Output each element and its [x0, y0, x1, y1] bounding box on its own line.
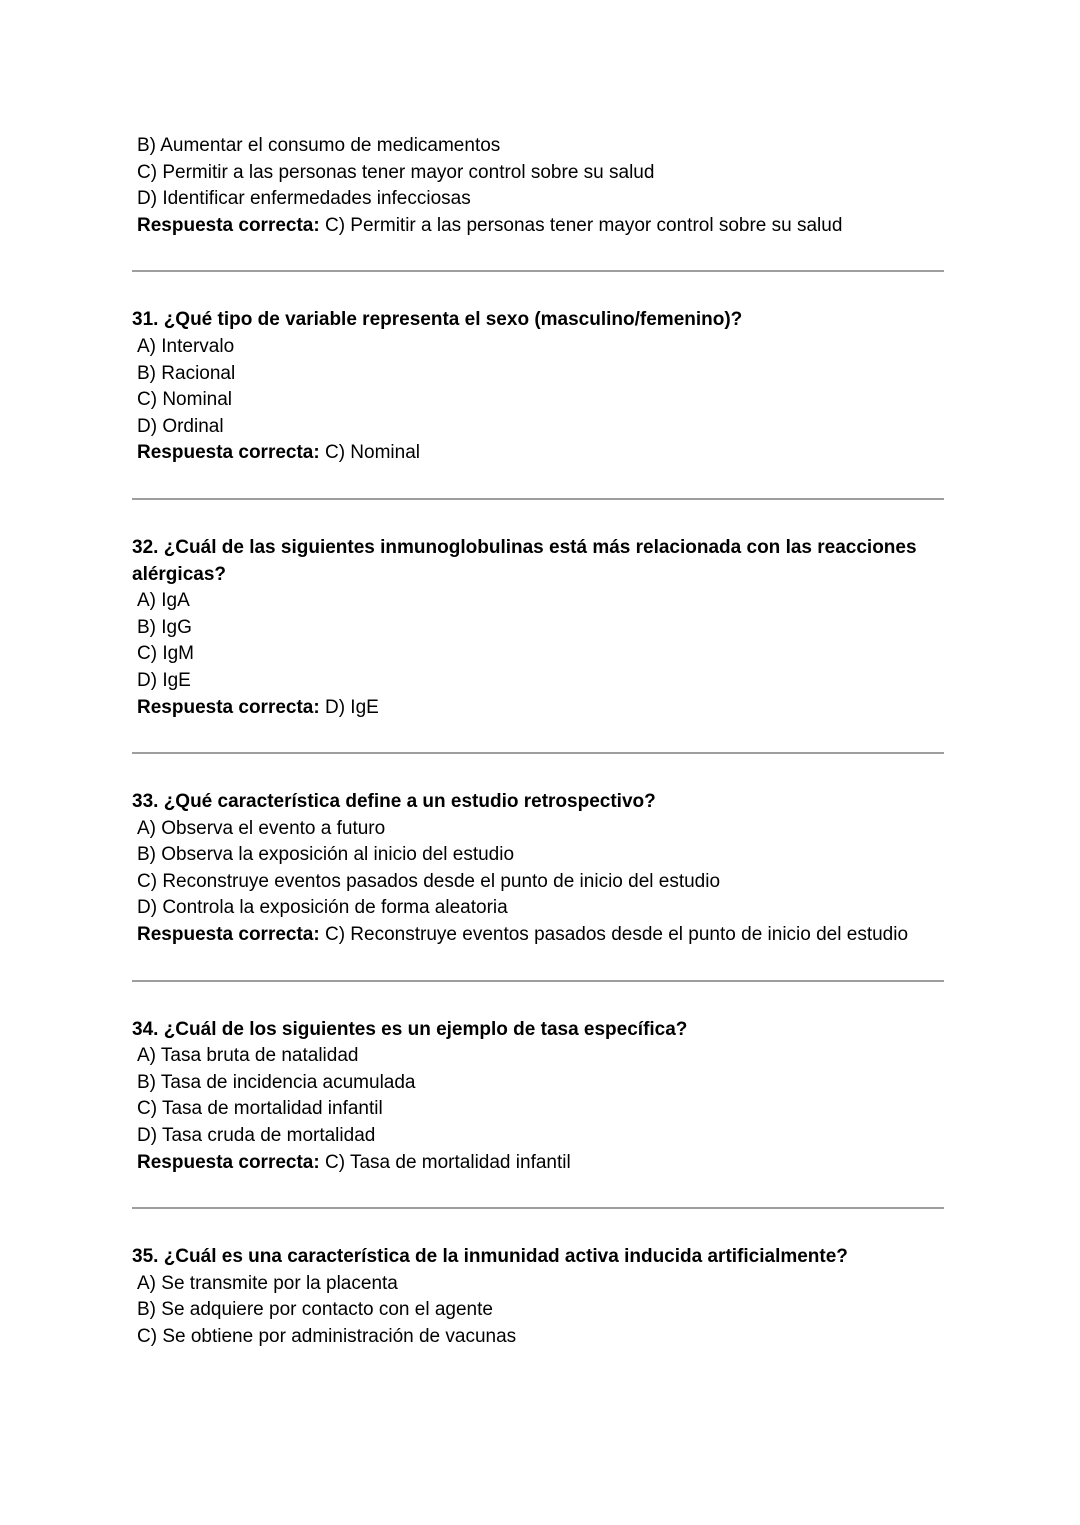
answer-line — [132, 922, 988, 949]
question-title: 35. ¿Cuál es una característica de la inmunidad activa inducida artificialmente? — [132, 1246, 848, 1268]
answer-label: Respuesta correcta: — [137, 442, 320, 464]
question-title: 34. ¿Cuál de los siguientes es un ejemplo de tasa específica? — [132, 1018, 688, 1040]
option-line: B) IgG — [137, 616, 192, 638]
quiz-content — [132, 133, 988, 1351]
option-line: D) IgE — [137, 669, 191, 691]
answer-text: C) Tasa de mortalidad infantil — [319, 1151, 571, 1173]
answer-line — [132, 1150, 988, 1177]
question-block-partial — [132, 133, 988, 270]
option-line: D) Tasa cruda de mortalidad — [137, 1125, 376, 1147]
option-line: B) Aumentar el consumo de medicamentos — [137, 135, 501, 156]
question-title: 33. ¿Qué característica define a un estudio retrospectivo? — [132, 791, 656, 813]
option-line: D) Ordinal — [137, 415, 224, 437]
answer-label: Respuesta correcta: — [137, 924, 320, 946]
question-title: 31. ¿Qué tipo de variable representa el sexo (masculino/femenino)? — [132, 309, 743, 331]
question-block — [132, 754, 988, 980]
option-line: B) Se adquiere por contacto con el agente — [137, 1299, 493, 1321]
option-line: B) Racional — [137, 362, 236, 384]
option-line: C) IgM — [137, 643, 194, 665]
option-line: D) Controla la exposición de forma aleatoria — [137, 897, 508, 919]
answer-label: Respuesta correcta: — [137, 696, 320, 718]
option-line: A) IgA — [137, 590, 190, 612]
answer-text: C) Permitir a las personas tener mayor control sobre su salud — [319, 214, 843, 236]
question-block — [132, 272, 988, 498]
option-line: A) Observa el evento a futuro — [137, 817, 386, 839]
answer-text: C) Nominal — [319, 442, 421, 464]
question-block — [132, 1209, 988, 1350]
answer-line — [132, 695, 988, 722]
answer-label: Respuesta correcta: — [137, 1151, 320, 1173]
option-line: B) Tasa de incidencia acumulada — [137, 1071, 416, 1093]
option-line: C) Permitir a las personas tener mayor control sobre su salud — [137, 161, 655, 183]
question-block — [132, 500, 988, 752]
option-line: C) Tasa de mortalidad infantil — [137, 1098, 383, 1120]
question-block — [132, 982, 988, 1208]
question-title: 32. ¿Cuál de las siguientes inmunoglobulinas está más relacionada con las reacciones alérgicas? — [132, 536, 917, 585]
option-line: A) Tasa bruta de natalidad — [137, 1045, 359, 1067]
option-line: C) Reconstruye eventos pasados desde el punto de inicio del estudio — [137, 870, 721, 892]
answer-text: D) IgE — [319, 696, 379, 718]
option-line: B) Observa la exposición al inicio del estudio — [137, 844, 515, 866]
option-line: C) Se obtiene por administración de vacunas — [137, 1326, 517, 1347]
option-line: A) Intervalo — [137, 335, 235, 357]
answer-line — [132, 213, 988, 240]
option-line: C) Nominal — [137, 389, 233, 411]
answer-text: C) Reconstruye eventos pasados desde el punto de inicio del estudio — [319, 924, 909, 946]
option-line: D) Identificar enfermedades infecciosas — [137, 188, 471, 210]
answer-label: Respuesta correcta: — [137, 214, 320, 236]
answer-line — [132, 440, 988, 467]
option-line: A) Se transmite por la placenta — [137, 1272, 398, 1294]
